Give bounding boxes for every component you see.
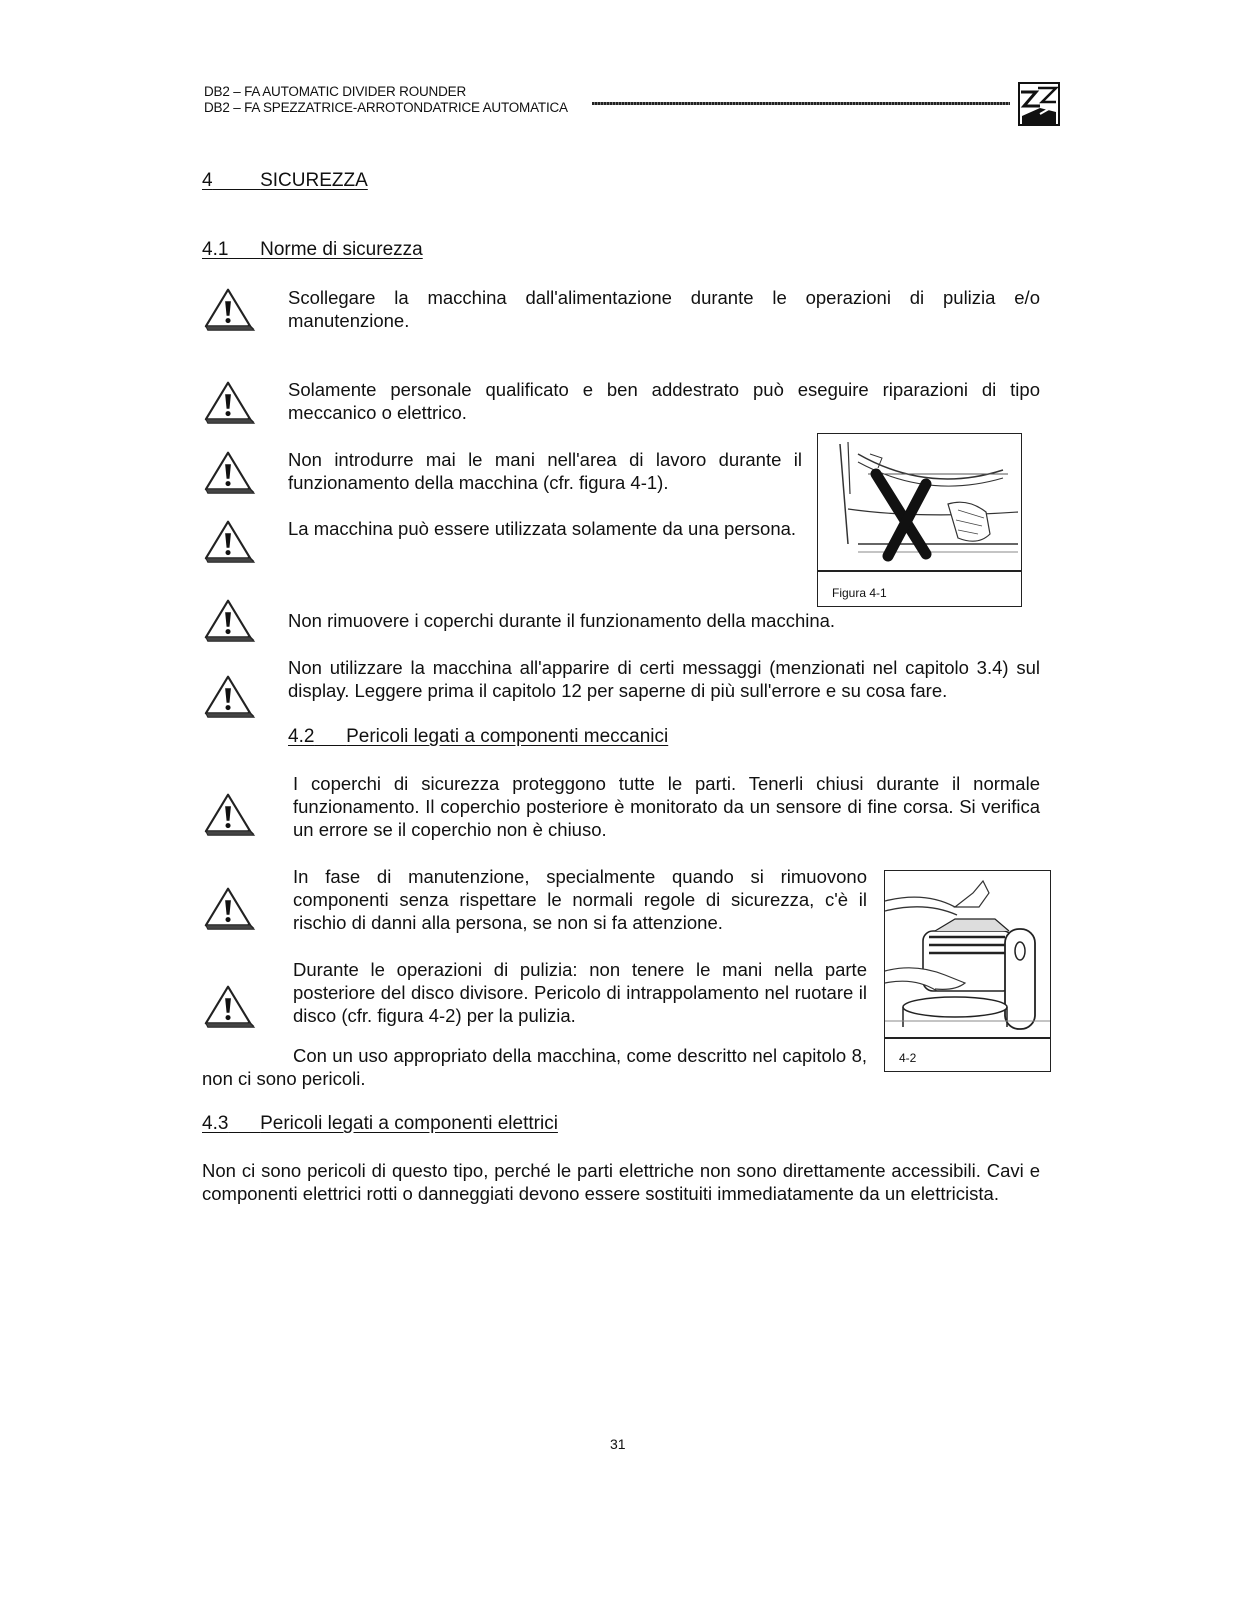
mechanical-rule-3: Durante le operazioni di pulizia: non tenere le mani nella parte posteriore del disco divisore. Pericolo di intrappolamento nel ruotare il disco (cfr. figura 4-2) per la pulizia. bbox=[293, 959, 867, 1026]
section-4-2-number: 4.2 bbox=[288, 726, 315, 747]
figure-4-2-illustration bbox=[885, 871, 1050, 1037]
warning-icon bbox=[202, 672, 256, 720]
header-rule bbox=[592, 102, 1010, 105]
warning-icon bbox=[202, 596, 256, 644]
warning-icon bbox=[202, 378, 256, 426]
safety-rule-4: La macchina può essere utilizzata solamente da una persona. bbox=[288, 518, 797, 539]
section-4-3-number: 4.3 bbox=[202, 1113, 229, 1134]
section-4-title: SICUREZZA bbox=[260, 170, 368, 191]
warning-icon bbox=[202, 448, 256, 496]
figure-4-1-caption: Figura 4-1 bbox=[832, 586, 887, 600]
section-4-heading bbox=[202, 170, 368, 192]
section-4-1-title: Norme di sicurezza bbox=[260, 239, 423, 260]
figure-4-2 bbox=[884, 870, 1051, 1072]
warning-icon bbox=[202, 982, 256, 1030]
section-4-2-heading bbox=[288, 726, 668, 748]
safety-rule-5: Non rimuovere i coperchi durante il funzionamento della macchina. bbox=[288, 610, 836, 631]
document-header bbox=[204, 84, 568, 116]
figure-4-1-caption-rule bbox=[818, 570, 1021, 572]
company-logo-icon bbox=[1018, 82, 1060, 126]
safety-rule-1: Scollegare la macchina dall'alimentazione durante le operazioni di pulizia e/o manutenzione. bbox=[288, 287, 1040, 331]
section-4-1-number: 4.1 bbox=[202, 239, 229, 260]
section-4-number: 4 bbox=[202, 170, 213, 191]
header-line-1: DB2 – FA AUTOMATIC DIVIDER ROUNDER bbox=[204, 84, 467, 99]
header-line-2: DB2 – FA SPEZZATRICE-ARROTONDATRICE AUTOMATICA bbox=[204, 100, 568, 115]
warning-icon bbox=[202, 517, 256, 565]
warning-icon bbox=[202, 285, 256, 333]
figure-4-1 bbox=[817, 433, 1022, 607]
page-number: 31 bbox=[610, 1436, 626, 1452]
section-4-2-title: Pericoli legati a componenti meccanici bbox=[346, 726, 669, 747]
figure-4-1-illustration bbox=[818, 434, 1021, 570]
safety-rule-6: Non utilizzare la macchina all'apparire di certi messaggi (menzionati nel capitolo 3.4) sul display. Leggere prima il capitolo 12 per saperne di più sull'errore e su cosa fare. bbox=[288, 657, 1040, 701]
safety-rule-3: Non introdurre mai le mani nell'area di lavoro durante il funzionamento della macchina (cfr. figura 4-1). bbox=[288, 449, 802, 493]
section-4-1-heading bbox=[202, 239, 423, 261]
warning-icon bbox=[202, 884, 256, 932]
figure-4-2-caption-rule bbox=[885, 1037, 1050, 1039]
section-4-3-heading bbox=[202, 1113, 558, 1135]
mechanical-rule-2: In fase di manutenzione, specialmente quando si rimuovono componenti senza rispettare le normali regole di sicurezza, c'è il rischio di danni alla persona, se non si fa attenzione. bbox=[293, 866, 867, 933]
electrical-hazards-text: Non ci sono pericoli di questo tipo, perché le parti elettriche non sono direttamente accessibili. Cavi e componenti elettrici rotti o danneggiati devono essere sostituiti immediatamente da un elettricista. bbox=[202, 1160, 1040, 1204]
mechanical-rule-1: I coperchi di sicurezza proteggono tutte le parti. Tenerli chiusi durante il normale funzionamento. Il coperchio posteriore è monitorato da un sensore di fine corsa. Si verifica un errore se il coperchio non è chiuso. bbox=[293, 773, 1040, 840]
safety-rule-2: Solamente personale qualificato e ben addestrato può eseguire riparazioni di tipo meccanico o elettrico. bbox=[288, 379, 1040, 423]
warning-icon bbox=[202, 790, 256, 838]
section-4-3-title: Pericoli legati a componenti elettrici bbox=[260, 1113, 558, 1134]
mechanical-rule-4: Con un uso appropriato della macchina, come descritto nel capitolo 8, non ci sono pericoli. bbox=[202, 1045, 867, 1089]
figure-4-2-caption: 4-2 bbox=[899, 1051, 917, 1065]
